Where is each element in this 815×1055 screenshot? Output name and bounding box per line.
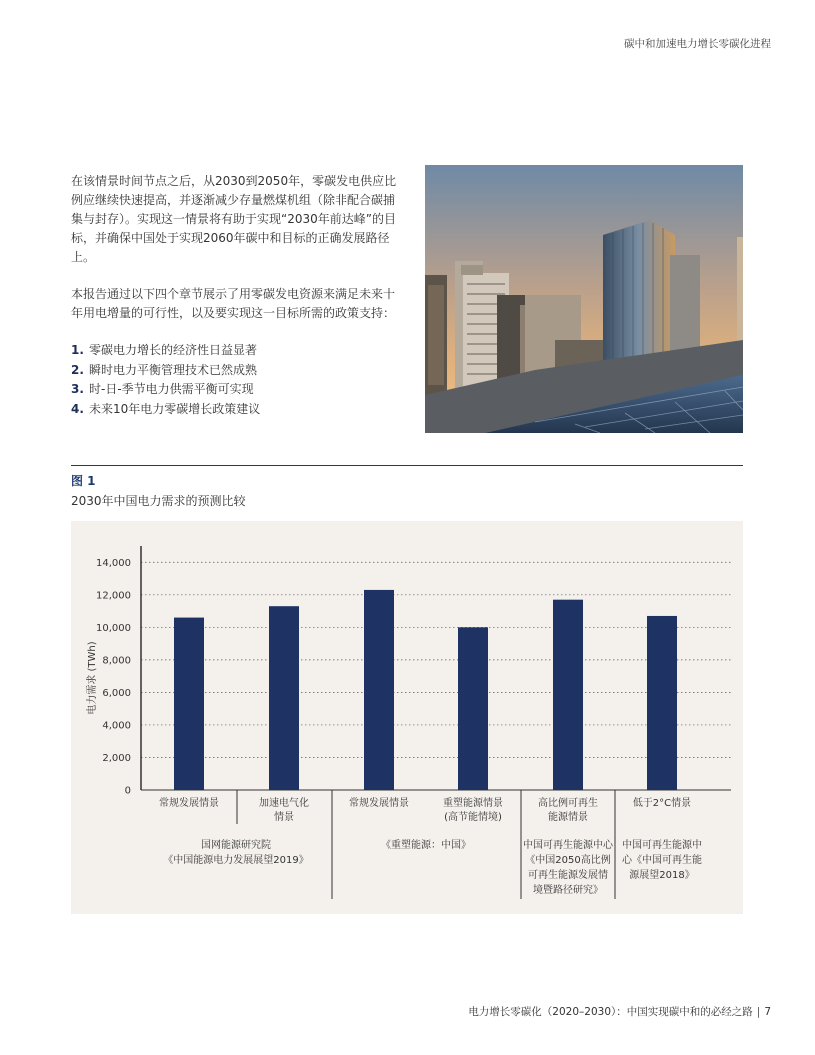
bar (647, 616, 677, 790)
source-label: 《重塑能源：中国》 (381, 840, 471, 851)
y-tick-label: 0 (124, 785, 131, 797)
source-label: 中国可再生能源中 (622, 840, 702, 851)
x-tick-label: 能源情景 (548, 812, 588, 823)
y-tick-label: 12,000 (96, 590, 131, 602)
y-axis-label: 电力需求 (TWh) (87, 641, 98, 715)
intro-paragraph-2: 本报告通过以下四个章节展示了用零碳发电资源来满足未来十年用电增量的可行性，以及要实现这一目标所需的政策支持： (71, 287, 396, 320)
chapter-list (71, 341, 401, 419)
source-label: 中国可再生能源中心 (523, 840, 613, 851)
x-tick-label: 常规发展情景 (159, 798, 219, 809)
y-tick-label: 8,000 (102, 655, 131, 667)
intro-text (71, 172, 401, 419)
chapter-item: 4. 未来10年电力零碳增长政策建议 (71, 401, 261, 416)
bar (269, 606, 299, 790)
city-skyline-photo (425, 165, 743, 433)
x-tick-label: 常规发展情景 (349, 798, 409, 809)
header-title: 碳中和加速电力增长零碳化进程 (624, 38, 771, 50)
x-tick-label: 高比例可再生 (538, 798, 598, 809)
y-tick-label: 14,000 (96, 557, 131, 569)
page-number: 7 (764, 1006, 771, 1018)
chapter-item: 1. 零碳电力增长的经济性日益显著 (71, 343, 258, 357)
figure-label: 图 1 (71, 474, 96, 488)
figure-rule (71, 465, 743, 466)
source-label: 可再生能源发展情 (528, 870, 608, 881)
source-label: 心《中国可再生能 (622, 855, 702, 866)
bar (553, 600, 583, 790)
source-label: 《中国能源电力发展展望2019》 (163, 855, 309, 866)
bar (458, 627, 488, 790)
y-tick-label: 10,000 (96, 622, 131, 634)
x-tick-label: (高节能情境) (444, 812, 502, 823)
x-tick-label: 加速电气化 (259, 798, 309, 809)
source-label: 境暨路径研究》 (533, 885, 603, 896)
chart-panel (71, 521, 743, 914)
bar (364, 590, 394, 790)
x-tick-label: 低于2°C情景 (632, 798, 692, 809)
y-tick-label: 6,000 (102, 687, 131, 699)
intro-paragraph-1: 在该情景时间节点之后，从2030到2050年，零碳发电供应比例应继续快速提高，并逐渐减少存量燃煤机组（除非配合碳捕集与封存）。实现这一情景将有助于实现“2030年前达峰”的目标，并确保中国处于实现2060年碳中和目标的正确发展路径上。 (71, 174, 397, 264)
chapter-item: 3. 时-日-季节电力供需平衡可实现 (71, 382, 254, 396)
footer-text: 电力增长零碳化（2020–2030）：中国实现碳中和的必经之路 (468, 1006, 753, 1018)
footer-separator: | (756, 1006, 761, 1018)
source-label: 源展望2018》 (629, 870, 695, 881)
bar (174, 618, 204, 790)
figure-caption: 2030年中国电力需求的预测比较 (71, 494, 246, 508)
footer (468, 1004, 771, 1019)
x-tick-label: 情景 (274, 812, 294, 823)
bar-chart (71, 521, 743, 914)
y-tick-label: 2,000 (102, 752, 131, 764)
chapter-item: 2. 瞬时电力平衡管理技术已然成熟 (71, 362, 258, 377)
x-tick-label: 重塑能源情景 (443, 798, 503, 809)
source-label: 国网能源研究院 (201, 840, 271, 851)
source-label: 《中国2050高比例 (525, 855, 611, 866)
y-tick-label: 4,000 (102, 720, 131, 732)
